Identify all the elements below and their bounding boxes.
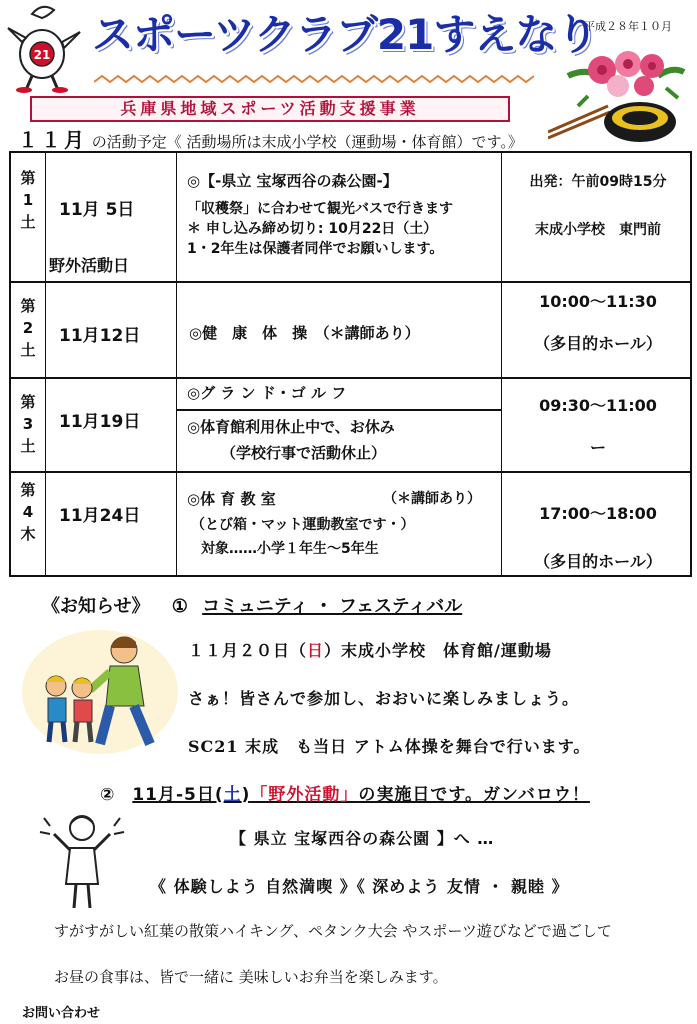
outdoor-weekday: 土 — [223, 785, 242, 805]
festival-invite: さぁ！皆さんで参加し、おおいに楽しみましょう。 — [188, 689, 580, 708]
activity-line: ◎体育館利用休止中で、お休み — [187, 418, 395, 436]
zigzag-divider — [94, 74, 534, 84]
svg-text:21: 21 — [33, 48, 51, 62]
activity-line: （学校行事で活動休止） — [221, 444, 387, 462]
item-number: ① — [171, 596, 188, 617]
festival-weekday: 日 — [307, 641, 325, 660]
week-number: 2 — [22, 319, 34, 337]
activity-line: 対象……小学１年生〜5年生 — [201, 541, 379, 557]
festival-performance: SC21 末成 も当日 アトム体操を舞台で行います。 — [188, 737, 591, 756]
flower-arrangement-icon — [548, 36, 688, 146]
activity-title: ◎【-県立 宝塚西谷の森公園-】 — [187, 172, 398, 190]
monthly-plan-heading — [18, 124, 523, 153]
event-date: 11月 5日 — [59, 200, 135, 220]
venue: （多目的ホール） — [534, 334, 662, 353]
weekday-label: 土 — [20, 341, 36, 359]
activity-title: ◎グ ラ ン ド・ゴ ル フ — [187, 384, 347, 402]
festival-place: ）末成小学校 体育館/運動場 — [324, 641, 552, 660]
week-number: 4 — [22, 503, 34, 521]
event-date: 11月24日 — [59, 506, 141, 526]
activity-line: （とび箱・マット運動教室です・） — [191, 517, 415, 533]
venue: （多目的ホール） — [534, 552, 662, 571]
plan-month: １１月 — [18, 128, 87, 152]
plan-description: の活動予定《 活動場所は末成小学校（運動場・体育館）です。》 — [91, 133, 523, 151]
activity-line: ＊ 申し込み締め切り: 10月22日（土） — [187, 221, 438, 237]
item-number: ② — [100, 785, 116, 805]
weekday-label: 土 — [20, 213, 36, 231]
week-number: 1 — [22, 191, 34, 209]
outdoor-date: 11月-5日( — [132, 785, 224, 805]
column-divider — [501, 153, 502, 575]
outdoor-event: 「野外活動」 — [250, 785, 359, 805]
activity-title: ◎健 康 体 操 （＊講師あり） — [189, 324, 420, 342]
weekday-label: 土 — [20, 437, 36, 455]
notice-label: 《お知らせ》 — [42, 596, 150, 617]
schedule-table — [9, 151, 692, 577]
time-placeholder: ー — [589, 438, 606, 457]
activity-title: ◎体 育 教 室 — [187, 490, 276, 508]
activity-line: 「収穫祭」に合わせて観光バスで行きます — [187, 201, 453, 217]
week-label: 第 — [20, 169, 36, 187]
cheering-woman-illustration — [36, 808, 128, 912]
outdoor-announcement — [100, 780, 590, 805]
contact-heading: お問い合わせ — [22, 1006, 101, 1021]
issue-date: 平成２８年１０月 — [584, 20, 672, 33]
outdoor-destination: 【 県立 宝塚西谷の森公園 】へ … — [230, 829, 495, 848]
weekday-label: 木 — [20, 525, 36, 543]
event-date: 11月19日 — [59, 412, 141, 432]
outdoor-lunch: お昼の食事は、皆で一緒に 美味しいお弁当を楽しみます。 — [54, 968, 448, 986]
week-label: 第 — [20, 297, 36, 315]
column-divider — [176, 153, 177, 575]
time-range: 09:30〜11:00 — [539, 396, 657, 415]
mascot-bird-icon — [2, 2, 88, 94]
activity-note: （＊講師あり） — [383, 491, 481, 507]
departure-time: 出発：午前09時15分 — [529, 174, 667, 190]
family-illustration — [20, 620, 182, 756]
event-date: 11月12日 — [59, 326, 141, 346]
week-label: 第 — [20, 481, 36, 499]
program-subtitle: 兵庫県地域スポーツ活動支援事業 — [30, 96, 510, 122]
row-divider — [11, 471, 690, 473]
outdoor-slogan: 《 体験しよう 自然満喫 》《 深めよう 友情 ・ 親睦 》 — [150, 877, 569, 896]
time-range: 10:00〜11:30 — [539, 292, 657, 311]
festival-date: １１月２０日（ — [188, 641, 308, 660]
time-range: 17:00〜18:00 — [539, 504, 657, 523]
row-divider — [11, 377, 690, 379]
festival-date-line — [188, 638, 552, 661]
row-divider — [176, 409, 501, 411]
row-divider — [11, 281, 690, 283]
festival-title: コミュニティ ・ フェスティバル — [202, 596, 463, 617]
departure-place: 末成小学校 東門前 — [535, 222, 661, 238]
event-note: 野外活動日 — [49, 256, 130, 275]
notice-heading — [42, 592, 462, 618]
club-title: スポーツクラブ21すえなり — [92, 10, 598, 59]
week-label: 第 — [20, 393, 36, 411]
column-divider — [45, 153, 46, 575]
week-number: 3 — [22, 415, 34, 433]
activity-line: 1・2年生は保護者同伴でお願いします。 — [187, 241, 444, 257]
outdoor-text: の実施日です。ガンバロウ！ — [358, 785, 590, 805]
outdoor-description: すがすがしい紅葉の散策ハイキング、ペタンク大会 やスポーツ遊びなどで過ごして — [54, 922, 612, 940]
outdoor-date-close: ) — [241, 785, 251, 805]
